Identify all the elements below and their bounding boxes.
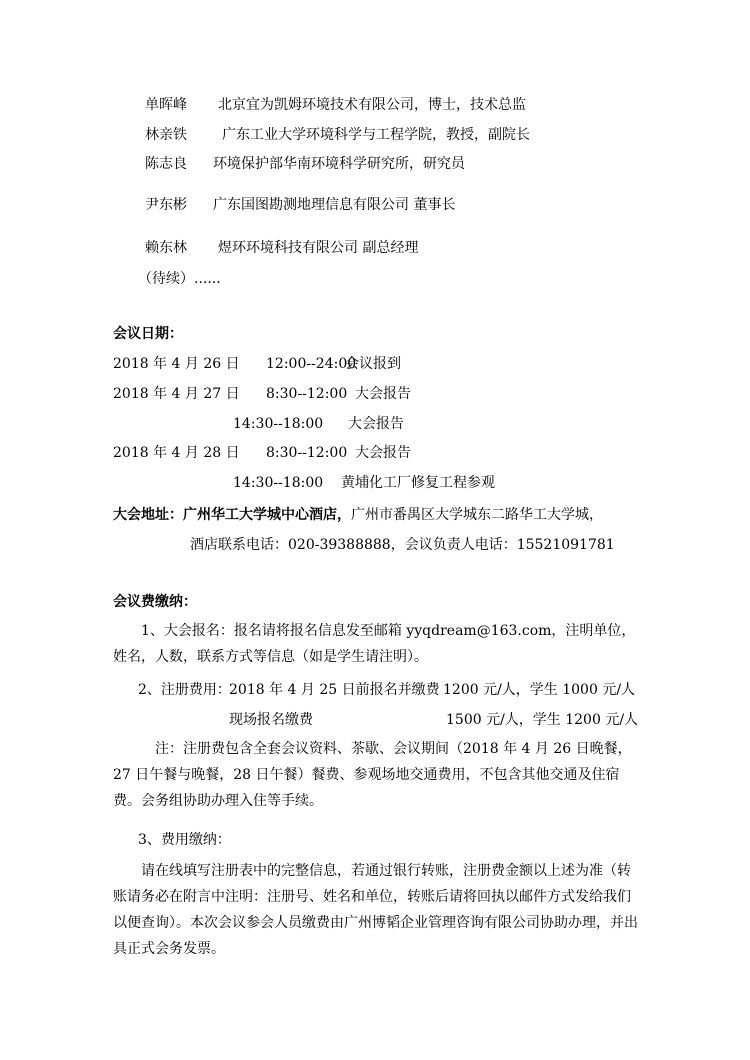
fee-onsite: 现场报名缴费	[229, 712, 313, 728]
fee-item-3-label: 3、费用缴纳：	[138, 832, 231, 848]
event-cell: 大会报告	[355, 386, 411, 402]
time-cell: 12:00--24:00	[266, 356, 357, 372]
expert-name: 陈志良	[145, 156, 187, 172]
venue-address: 广州市番禺区大学城东二路华工大学城，	[351, 507, 603, 523]
fee-payment-text: 请在线填写注册表中的完整信息，若通过银行转账，注册费金额以上述为准（转账请务必在附言中注明：注册号、姓名和单位，转账后请将回执以邮件方式发给我们以便查询）。本次会议参会人员缴费由广州博韬企业管理咨询有限公司协助办理，并出具正式会务发票。	[113, 863, 638, 957]
expert-name: 赖东林	[145, 240, 187, 256]
event-cell: 大会报告	[355, 445, 411, 461]
fees-title: 会议费缴纳：	[113, 594, 197, 610]
event-cell: 黄埔化工厂修复工程参观	[341, 475, 495, 491]
time-cell: 8:30--12:00	[266, 386, 348, 402]
meeting-dates-title: 会议日期：	[113, 326, 183, 342]
fee-early-price: 1200 元/人，学生 1000 元/人	[443, 682, 636, 698]
expert-desc: 环境保护部华南环境科学研究所，研究员	[213, 156, 465, 172]
venue-contacts: 酒店联系电话：020-39388888，会议负责人电话：15521091781	[190, 537, 615, 553]
fee-onsite-price: 1500 元/人，学生 1200 元/人	[446, 712, 639, 728]
expert-desc: 北京宜为凯姆环境技术有限公司，博士，技术总监	[218, 97, 526, 113]
expert-name: 尹东彬	[145, 197, 187, 213]
event-cell: 大会报告	[348, 416, 404, 432]
fee-note: 注：注册费包含全套会议资料、茶歇、会议期间（2018 年 4 月 26 日晚餐，27 日午餐与晚餐，28 日午餐）餐费、参观场地交通费用，不包含其他交通及住宿费。会务组协助办理入住等手续。	[113, 741, 632, 809]
time-cell: 14:30--18:00	[233, 475, 324, 491]
venue-hotel: 广州华工大学城中心酒店，	[183, 507, 351, 523]
time-cell: 8:30--12:00	[266, 445, 348, 461]
fee-early: 2018 年 4 月 25 日前报名并缴费	[229, 682, 440, 698]
to-be-continued: （待续）......	[138, 271, 221, 287]
date-cell: 2018 年 4 月 26 日	[113, 356, 240, 372]
time-cell: 14:30--18:00	[233, 416, 324, 432]
venue-line-1	[113, 506, 603, 524]
fee-item-registration: 1、大会报名：报名请将报名信息发至邮箱 yyqdream@163.com，注明单位，姓名，人数，联系方式等信息（如是学生请注明）。	[113, 623, 636, 665]
expert-name: 单晖峰	[145, 97, 187, 113]
venue-label: 大会地址：	[113, 507, 183, 523]
expert-name: 林亲铁	[145, 127, 187, 143]
date-cell: 2018 年 4 月 27 日	[113, 386, 240, 402]
expert-desc: 广东工业大学环境科学与工程学院，教授，副院长	[222, 127, 530, 143]
event-cell: 会议报到	[345, 356, 401, 372]
fee-item-2-label: 2、注册费用：	[138, 682, 231, 698]
expert-desc: 广东国图勘测地理信息有限公司 董事长	[213, 197, 456, 213]
expert-desc: 煜环环境科技有限公司 副总经理	[218, 240, 419, 256]
date-cell: 2018 年 4 月 28 日	[113, 445, 240, 461]
